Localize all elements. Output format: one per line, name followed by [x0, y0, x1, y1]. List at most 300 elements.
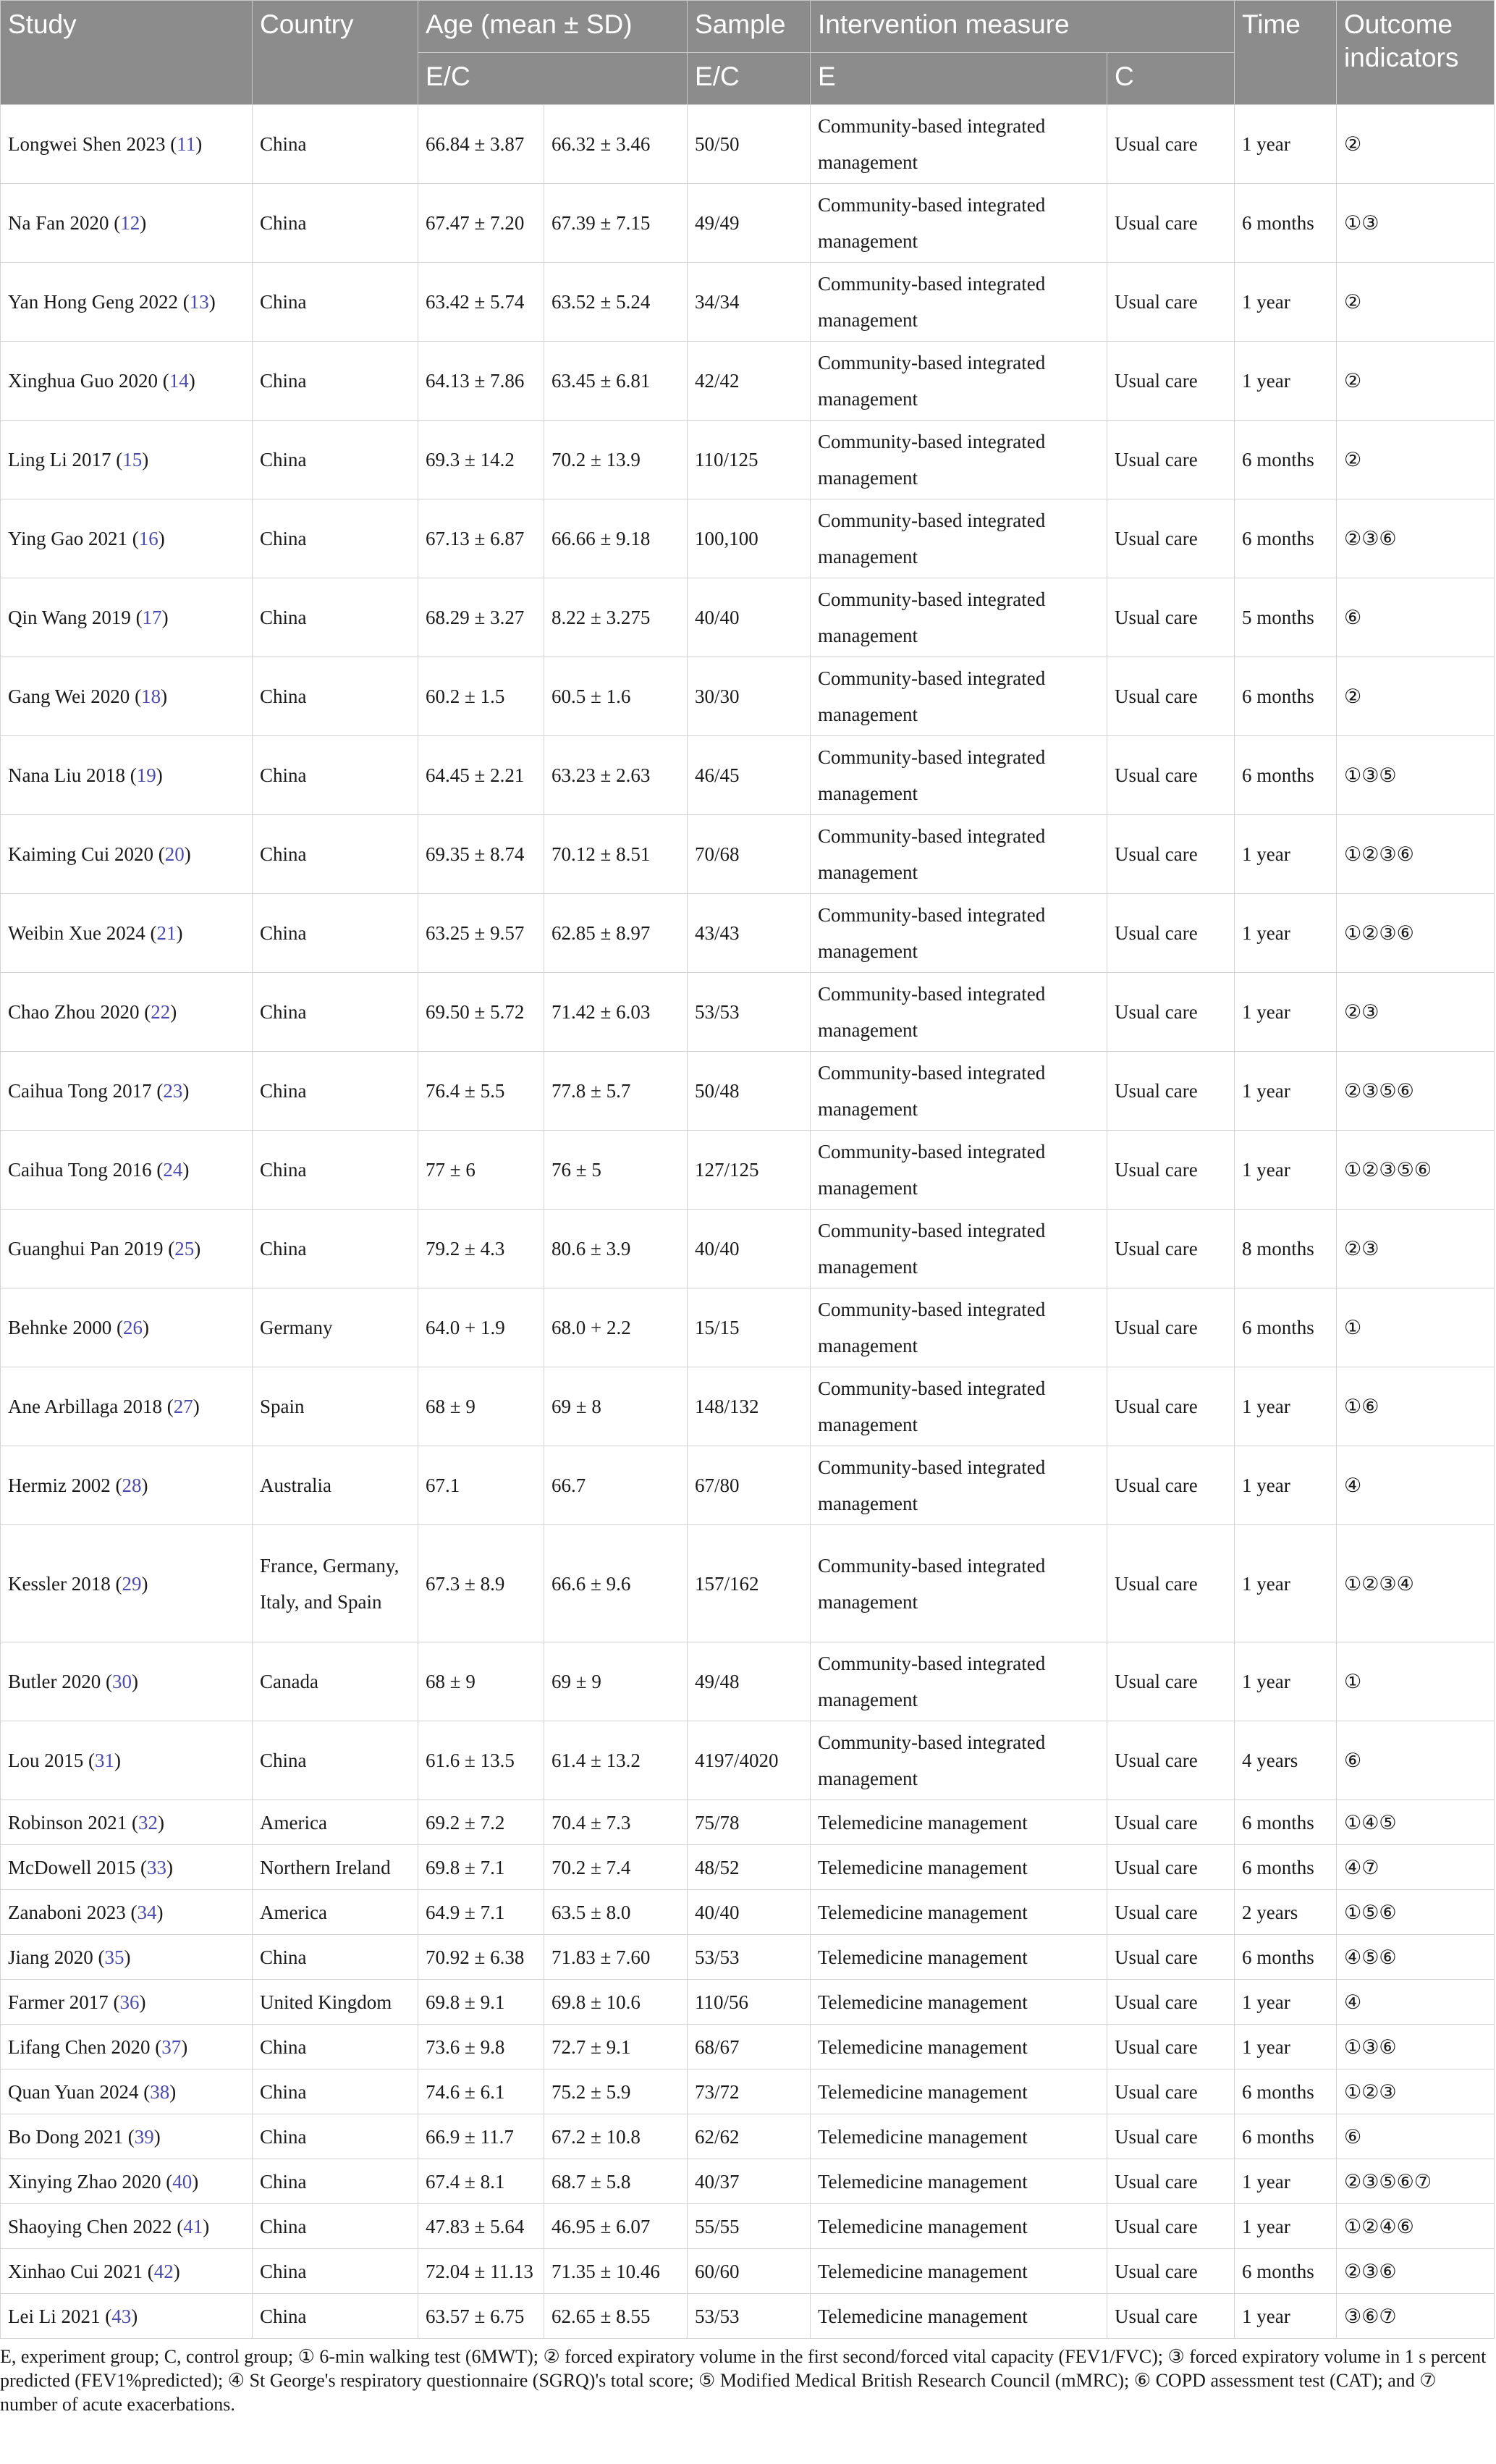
cell-intervention-e: Telemedicine management [811, 2025, 1107, 2069]
cell-intervention-c: Usual care [1107, 421, 1235, 499]
cell-sample: 15/15 [688, 1288, 811, 1367]
cell-intervention-e: Telemedicine management [811, 1980, 1107, 2025]
cell-study: McDowell 2015 (33) [1, 1845, 253, 1890]
cell-intervention-e: Community-based integrated management [811, 1131, 1107, 1210]
cell-intervention-e: Community-based integrated management [811, 736, 1107, 815]
cell-country: China [253, 2025, 418, 2069]
cell-age-c: 70.2 ± 7.4 [544, 1845, 688, 1890]
cell-study: Yan Hong Geng 2022 (13) [1, 263, 253, 342]
cell-country: China [253, 105, 418, 184]
cell-age-c: 62.85 ± 8.97 [544, 894, 688, 973]
cell-age-e: 77 ± 6 [418, 1131, 544, 1210]
cell-outcome: ①③⑥ [1337, 2025, 1495, 2069]
cell-outcome: ①②③⑤⑥ [1337, 1131, 1495, 1210]
table-row [1, 2294, 1495, 2339]
table-row [1, 1800, 1495, 1845]
study-name: Hermiz 2002 [8, 1474, 111, 1496]
cell-intervention-e: Community-based integrated management [811, 1525, 1107, 1642]
cell-age-e: 60.2 ± 1.5 [418, 657, 544, 736]
cell-sample: 53/53 [688, 1935, 811, 1980]
cell-time: 1 year [1235, 105, 1337, 184]
cell-country: Northern Ireland [253, 1845, 418, 1890]
reference-link[interactable]: 11 [177, 133, 196, 155]
reference-link[interactable]: 40 [172, 2170, 193, 2193]
cell-age-e: 69.8 ± 9.1 [418, 1980, 544, 2025]
reference-link[interactable]: 13 [189, 291, 209, 313]
table-row [1, 736, 1495, 815]
cell-age-c: 75.2 ± 5.9 [544, 2069, 688, 2114]
cell-age-e: 69.35 ± 8.74 [418, 815, 544, 894]
cell-age-c: 66.32 ± 3.46 [544, 105, 688, 184]
cell-age-e: 63.25 ± 9.57 [418, 894, 544, 973]
table-row [1, 2069, 1495, 2114]
cell-intervention-c: Usual care [1107, 1721, 1235, 1800]
reference-link[interactable]: 25 [174, 1238, 195, 1260]
cell-age-c: 66.6 ± 9.6 [544, 1525, 688, 1642]
cell-study: Xinhao Cui 2021 (42) [1, 2249, 253, 2294]
cell-sample: 34/34 [688, 263, 811, 342]
reference-link[interactable]: 12 [120, 212, 140, 234]
study-name: Lei Li 2021 [8, 2305, 101, 2327]
cell-time: 2 years [1235, 1890, 1337, 1935]
study-name: McDowell 2015 [8, 1856, 136, 1878]
reference-link[interactable]: 26 [122, 1317, 143, 1338]
study-name: Xinying Zhao 2020 [8, 2170, 161, 2193]
cell-sample: 110/56 [688, 1980, 811, 2025]
cell-outcome: ② [1337, 342, 1495, 421]
table-row [1, 1935, 1495, 1980]
cell-time: 6 months [1235, 1800, 1337, 1845]
cell-age-e: 64.9 ± 7.1 [418, 1890, 544, 1935]
cell-age-e: 69.8 ± 7.1 [418, 1845, 544, 1890]
cell-age-e: 68.29 ± 3.27 [418, 578, 544, 657]
cell-sample: 42/42 [688, 342, 811, 421]
cell-sample: 110/125 [688, 421, 811, 499]
cell-intervention-e: Telemedicine management [811, 2069, 1107, 2114]
table-row [1, 105, 1495, 184]
cell-intervention-e: Telemedicine management [811, 2114, 1107, 2159]
cell-intervention-c: Usual care [1107, 657, 1235, 736]
table-row [1, 1642, 1495, 1721]
cell-intervention-c: Usual care [1107, 1446, 1235, 1525]
cell-country: China [253, 1131, 418, 1210]
reference-link[interactable]: 37 [161, 2035, 182, 2058]
cell-outcome: ②③ [1337, 973, 1495, 1052]
cell-country: China [253, 1052, 418, 1131]
cell-sample: 53/53 [688, 973, 811, 1052]
cell-intervention-e: Community-based integrated management [811, 1288, 1107, 1367]
cell-study: Chao Zhou 2020 (22) [1, 973, 253, 1052]
table-footnote: E, experiment group; C, control group; ① 6-min walking test (6MWT); ② forced expiratory volume in the first second/forced vital capacity (FEV1/FVC); ③ forced expiratory volume in 1 s percent predicted (FEV1%predicted); ④ St George's respiratory questionnaire (SGRQ)'s total score; ⑤ Modified Medical British Research Council (mMRC); ⑥ COPD assessment test (CAT); and ⑦ number of acute exacerbations. [0, 2346, 1487, 2415]
cell-sample: 100,100 [688, 499, 811, 578]
reference-link[interactable]: 17 [142, 607, 162, 628]
cell-age-e: 67.47 ± 7.20 [418, 184, 544, 263]
cell-time: 1 year [1235, 2025, 1337, 2069]
cell-time: 1 year [1235, 263, 1337, 342]
table-row [1, 2114, 1495, 2159]
cell-time: 1 year [1235, 973, 1337, 1052]
cell-intervention-c: Usual care [1107, 184, 1235, 263]
cell-study: Gang Wei 2020 (18) [1, 657, 253, 736]
study-name: Jiang 2020 [8, 1946, 93, 1968]
cell-intervention-c: Usual care [1107, 736, 1235, 815]
reference-link[interactable]: 38 [150, 2080, 170, 2103]
reference-link[interactable]: 39 [134, 2125, 154, 2148]
cell-age-e: 61.6 ± 13.5 [418, 1721, 544, 1800]
cell-intervention-e: Community-based integrated management [811, 578, 1107, 657]
cell-age-c: 70.12 ± 8.51 [544, 815, 688, 894]
reference-link[interactable]: 27 [173, 1396, 193, 1417]
header-age-sub: E/C [418, 53, 688, 105]
table-row [1, 578, 1495, 657]
cell-sample: 48/52 [688, 1845, 811, 1890]
study-name: Robinson 2021 [8, 1811, 127, 1834]
cell-time: 1 year [1235, 342, 1337, 421]
reference-link[interactable]: 41 [183, 2215, 203, 2237]
cell-outcome: ① [1337, 1288, 1495, 1367]
cell-intervention-c: Usual care [1107, 1800, 1235, 1845]
reference-link[interactable]: 33 [146, 1856, 166, 1878]
cell-country: China [253, 2069, 418, 2114]
cell-age-e: 64.0 + 1.9 [418, 1288, 544, 1367]
cell-sample: 30/30 [688, 657, 811, 736]
cell-intervention-e: Community-based integrated management [811, 894, 1107, 973]
cell-outcome: ①⑥ [1337, 1367, 1495, 1446]
cell-study: Kaiming Cui 2020 (20) [1, 815, 253, 894]
cell-intervention-c: Usual care [1107, 1525, 1235, 1642]
cell-intervention-e: Telemedicine management [811, 1845, 1107, 1890]
cell-country: America [253, 1800, 418, 1845]
cell-country: China [253, 1935, 418, 1980]
cell-intervention-c: Usual care [1107, 973, 1235, 1052]
cell-time: 1 year [1235, 815, 1337, 894]
cell-sample: 55/55 [688, 2204, 811, 2249]
cell-intervention-c: Usual care [1107, 815, 1235, 894]
study-name: Lou 2015 [8, 1750, 84, 1771]
cell-intervention-c: Usual care [1107, 894, 1235, 973]
cell-outcome: ⑥ [1337, 2114, 1495, 2159]
cell-time: 1 year [1235, 2159, 1337, 2204]
header-time: Time [1235, 1, 1337, 105]
cell-outcome: ①②③④ [1337, 1525, 1495, 1642]
cell-time: 1 year [1235, 1642, 1337, 1721]
cell-sample: 40/40 [688, 578, 811, 657]
reference-link[interactable]: 21 [156, 922, 177, 944]
cell-age-c: 71.35 ± 10.46 [544, 2249, 688, 2294]
cell-age-e: 70.92 ± 6.38 [418, 1935, 544, 1980]
study-name: Gang Wei 2020 [8, 685, 130, 707]
cell-time: 1 year [1235, 1052, 1337, 1131]
reference-link[interactable]: 36 [119, 1991, 140, 2013]
cell-study: Bo Dong 2021 (39) [1, 2114, 253, 2159]
cell-age-c: 72.7 ± 9.1 [544, 2025, 688, 2069]
cell-age-e: 79.2 ± 4.3 [418, 1210, 544, 1288]
cell-country: China [253, 973, 418, 1052]
cell-country: China [253, 815, 418, 894]
cell-country: China [253, 2249, 418, 2294]
cell-time: 5 months [1235, 578, 1337, 657]
cell-study: Zanaboni 2023 (34) [1, 1890, 253, 1935]
cell-outcome: ①②③⑥ [1337, 815, 1495, 894]
cell-country: China [253, 421, 418, 499]
cell-study: Lei Li 2021 (43) [1, 2294, 253, 2339]
cell-intervention-c: Usual care [1107, 1980, 1235, 2025]
study-name: Xinhao Cui 2021 [8, 2260, 143, 2282]
study-name: Ling Li 2017 [8, 449, 111, 471]
table-row [1, 184, 1495, 263]
cell-country: France, Germany, Italy, and Spain [253, 1525, 418, 1642]
cell-age-c: 66.7 [544, 1446, 688, 1525]
reference-link[interactable]: 34 [137, 1901, 157, 1923]
cell-age-e: 67.1 [418, 1446, 544, 1525]
cell-age-e: 69.2 ± 7.2 [418, 1800, 544, 1845]
cell-age-c: 63.5 ± 8.0 [544, 1890, 688, 1935]
table-row [1, 2249, 1495, 2294]
cell-sample: 43/43 [688, 894, 811, 973]
cell-intervention-c: Usual care [1107, 2249, 1235, 2294]
cell-intervention-c: Usual care [1107, 2159, 1235, 2204]
table-row [1, 1845, 1495, 1890]
study-name: Xinghua Guo 2020 [8, 370, 158, 392]
cell-country: United Kingdom [253, 1980, 418, 2025]
cell-study: Behnke 2000 (26) [1, 1288, 253, 1367]
cell-intervention-e: Community-based integrated management [811, 1446, 1107, 1525]
cell-study: Robinson 2021 (32) [1, 1800, 253, 1845]
study-name: Ying Gao 2021 [8, 528, 127, 549]
cell-intervention-c: Usual care [1107, 499, 1235, 578]
cell-time: 6 months [1235, 499, 1337, 578]
study-name: Lifang Chen 2020 [8, 2035, 151, 2058]
cell-outcome: ①②④⑥ [1337, 2204, 1495, 2249]
cell-age-c: 77.8 ± 5.7 [544, 1052, 688, 1131]
cell-intervention-c: Usual care [1107, 1052, 1235, 1131]
study-name: Zanaboni 2023 [8, 1901, 126, 1923]
cell-country: Australia [253, 1446, 418, 1525]
cell-outcome: ②③⑥ [1337, 2249, 1495, 2294]
cell-intervention-c: Usual care [1107, 1288, 1235, 1367]
cell-country: China [253, 342, 418, 421]
cell-time: 6 months [1235, 736, 1337, 815]
cell-time: 6 months [1235, 657, 1337, 736]
study-name: Caihua Tong 2016 [8, 1159, 152, 1181]
table-row [1, 2204, 1495, 2249]
cell-study: Ane Arbillaga 2018 (27) [1, 1367, 253, 1446]
reference-link[interactable]: 20 [164, 843, 185, 865]
cell-intervention-e: Telemedicine management [811, 1890, 1107, 1935]
cell-age-c: 80.6 ± 3.9 [544, 1210, 688, 1288]
cell-study: Jiang 2020 (35) [1, 1935, 253, 1980]
reference-link[interactable]: 42 [153, 2260, 174, 2282]
cell-intervention-c: Usual care [1107, 2204, 1235, 2249]
cell-outcome: ①③ [1337, 184, 1495, 263]
cell-outcome: ②③ [1337, 1210, 1495, 1288]
reference-link[interactable]: 19 [136, 764, 156, 786]
study-name: Quan Yuan 2024 [8, 2080, 139, 2103]
cell-country: China [253, 894, 418, 973]
cell-intervention-c: Usual care [1107, 2114, 1235, 2159]
cell-age-e: 64.45 ± 2.21 [418, 736, 544, 815]
cell-sample: 4197/4020 [688, 1721, 811, 1800]
cell-outcome: ①②③ [1337, 2069, 1495, 2114]
study-name: Farmer 2017 [8, 1991, 109, 2013]
reference-link[interactable]: 15 [122, 449, 143, 471]
header-intervention: Intervention measure [811, 1, 1235, 53]
cell-age-e: 73.6 ± 9.8 [418, 2025, 544, 2069]
cell-age-e: 69.50 ± 5.72 [418, 973, 544, 1052]
cell-study: Qin Wang 2019 (17) [1, 578, 253, 657]
table-row [1, 342, 1495, 421]
cell-sample: 46/45 [688, 736, 811, 815]
cell-country: China [253, 184, 418, 263]
table-row [1, 2159, 1495, 2204]
reference-link[interactable]: 24 [163, 1159, 183, 1181]
cell-time: 1 year [1235, 894, 1337, 973]
cell-age-e: 63.57 ± 6.75 [418, 2294, 544, 2339]
cell-time: 6 months [1235, 2114, 1337, 2159]
cell-study: Shaoying Chen 2022 (41) [1, 2204, 253, 2249]
cell-sample: 50/50 [688, 105, 811, 184]
reference-link[interactable]: 28 [122, 1474, 142, 1496]
reference-link[interactable]: 32 [138, 1811, 159, 1834]
cell-study: Lou 2015 (31) [1, 1721, 253, 1800]
cell-country: Canada [253, 1642, 418, 1721]
cell-sample: 68/67 [688, 2025, 811, 2069]
reference-link[interactable]: 23 [163, 1080, 183, 1102]
cell-sample: 49/49 [688, 184, 811, 263]
table-row [1, 973, 1495, 1052]
cell-time: 6 months [1235, 1288, 1337, 1367]
cell-intervention-e: Community-based integrated management [811, 1367, 1107, 1446]
table-row [1, 1890, 1495, 1935]
reference-link[interactable]: 18 [141, 685, 161, 707]
cell-sample: 60/60 [688, 2249, 811, 2294]
study-name: Longwei Shen 2023 [8, 133, 166, 155]
study-name: Butler 2020 [8, 1671, 101, 1692]
table-body [1, 105, 1495, 2339]
cell-age-c: 69 ± 8 [544, 1367, 688, 1446]
table-row [1, 1210, 1495, 1288]
cell-study: Guanghui Pan 2019 (25) [1, 1210, 253, 1288]
cell-outcome: ①④⑤ [1337, 1800, 1495, 1845]
cell-intervention-e: Community-based integrated management [811, 421, 1107, 499]
cell-intervention-e: Telemedicine management [811, 1800, 1107, 1845]
reference-link[interactable]: 16 [138, 528, 159, 549]
reference-link[interactable]: 22 [151, 1001, 171, 1023]
cell-age-e: 47.83 ± 5.64 [418, 2204, 544, 2249]
table-row [1, 421, 1495, 499]
header-sample-sub: E/C [688, 53, 811, 105]
table-row [1, 1288, 1495, 1367]
cell-intervention-c: Usual care [1107, 1642, 1235, 1721]
cell-intervention-c: Usual care [1107, 1890, 1235, 1935]
cell-age-c: 63.45 ± 6.81 [544, 342, 688, 421]
table-row [1, 894, 1495, 973]
reference-link[interactable]: 30 [112, 1671, 132, 1692]
reference-link[interactable]: 29 [122, 1572, 142, 1595]
table-row [1, 1525, 1495, 1642]
table-row [1, 499, 1495, 578]
cell-study: Weibin Xue 2024 (21) [1, 894, 253, 973]
cell-age-c: 71.83 ± 7.60 [544, 1935, 688, 1980]
header-intervention-e: E [811, 53, 1107, 105]
cell-intervention-e: Community-based integrated management [811, 1052, 1107, 1131]
cell-age-c: 62.65 ± 8.55 [544, 2294, 688, 2339]
cell-time: 4 years [1235, 1721, 1337, 1800]
cell-age-e: 72.04 ± 11.13 [418, 2249, 544, 2294]
cell-intervention-e: Community-based integrated management [811, 657, 1107, 736]
cell-age-e: 66.84 ± 3.87 [418, 105, 544, 184]
cell-outcome: ②③⑥ [1337, 499, 1495, 578]
cell-study: Caihua Tong 2017 (23) [1, 1052, 253, 1131]
cell-study: Butler 2020 (30) [1, 1642, 253, 1721]
cell-age-e: 76.4 ± 5.5 [418, 1052, 544, 1131]
cell-outcome: ①②③⑥ [1337, 894, 1495, 973]
cell-outcome: ②③⑤⑥⑦ [1337, 2159, 1495, 2204]
cell-study: Xinghua Guo 2020 (14) [1, 342, 253, 421]
cell-country: China [253, 736, 418, 815]
cell-country: China [253, 2204, 418, 2249]
cell-outcome: ① [1337, 1642, 1495, 1721]
cell-study: Farmer 2017 (36) [1, 1980, 253, 2025]
cell-outcome: ①⑤⑥ [1337, 1890, 1495, 1935]
table-row [1, 1446, 1495, 1525]
cell-time: 1 year [1235, 1367, 1337, 1446]
cell-age-e: 68 ± 9 [418, 1642, 544, 1721]
cell-intervention-c: Usual care [1107, 263, 1235, 342]
cell-outcome: ② [1337, 105, 1495, 184]
cell-age-c: 68.0 + 2.2 [544, 1288, 688, 1367]
cell-intervention-c: Usual care [1107, 1935, 1235, 1980]
cell-age-c: 69 ± 9 [544, 1642, 688, 1721]
header-outcome: Outcome indicators [1337, 1, 1495, 105]
cell-sample: 62/62 [688, 2114, 811, 2159]
cell-age-e: 69.3 ± 14.2 [418, 421, 544, 499]
cell-country: China [253, 2294, 418, 2339]
reference-link[interactable]: 43 [111, 2305, 132, 2327]
cell-intervention-e: Community-based integrated management [811, 263, 1107, 342]
cell-time: 6 months [1235, 184, 1337, 263]
cell-time: 8 months [1235, 1210, 1337, 1288]
table-row [1, 1367, 1495, 1446]
cell-sample: 40/40 [688, 1210, 811, 1288]
reference-link[interactable]: 14 [169, 370, 189, 392]
cell-time: 1 year [1235, 1525, 1337, 1642]
cell-intervention-c: Usual care [1107, 1210, 1235, 1288]
cell-outcome: ③⑥⑦ [1337, 2294, 1495, 2339]
table-row [1, 657, 1495, 736]
cell-study: Caihua Tong 2016 (24) [1, 1131, 253, 1210]
study-name: Bo Dong 2021 [8, 2125, 124, 2148]
table-row [1, 1052, 1495, 1131]
cell-sample: 67/80 [688, 1446, 811, 1525]
cell-age-e: 64.13 ± 7.86 [418, 342, 544, 421]
cell-sample: 53/53 [688, 2294, 811, 2339]
table-row [1, 1721, 1495, 1800]
cell-age-c: 61.4 ± 13.2 [544, 1721, 688, 1800]
study-name: Qin Wang 2019 [8, 607, 131, 628]
cell-intervention-c: Usual care [1107, 2294, 1235, 2339]
cell-study: Longwei Shen 2023 (11) [1, 105, 253, 184]
cell-intervention-e: Telemedicine management [811, 2159, 1107, 2204]
cell-outcome: ② [1337, 657, 1495, 736]
cell-time: 1 year [1235, 2204, 1337, 2249]
cell-age-e: 67.3 ± 8.9 [418, 1525, 544, 1642]
cell-country: China [253, 578, 418, 657]
cell-outcome: ④ [1337, 1446, 1495, 1525]
header-country: Country [253, 1, 418, 105]
reference-link[interactable]: 31 [95, 1750, 114, 1771]
reference-link[interactable]: 35 [104, 1946, 124, 1968]
